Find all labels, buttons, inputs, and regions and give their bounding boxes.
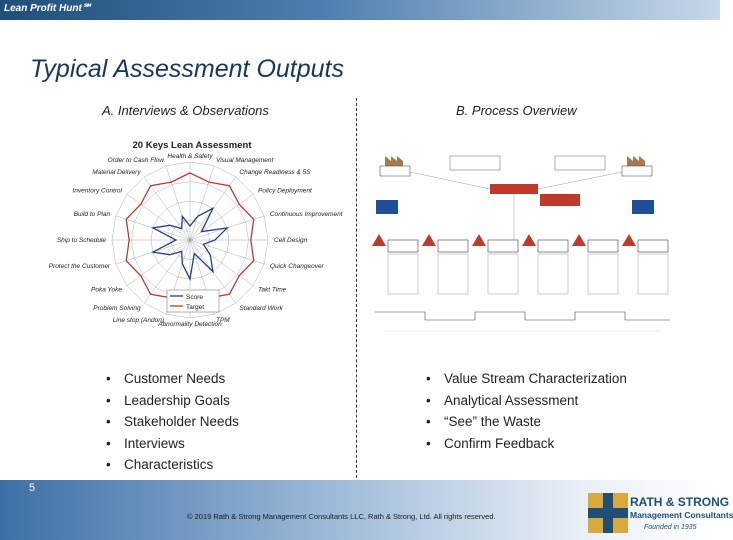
radar-axis-label: Problem Solving — [93, 305, 141, 312]
radar-axis-label: Inventory Control — [72, 187, 122, 195]
left-bullet-item: • Characteristics — [104, 454, 239, 476]
radar-legend — [167, 290, 219, 312]
radar-spoke — [190, 166, 214, 240]
legend-score: Score — [186, 294, 203, 301]
radar-spoke — [127, 194, 190, 240]
radar-axis-label: Ship to Schedule — [56, 237, 106, 244]
radar-axis-label: Cell Design — [274, 237, 308, 244]
logo-cross-icon — [588, 493, 628, 533]
radar-axis-label: Visual Management — [216, 157, 274, 165]
logo-subtitle: Management Consultants — [630, 510, 733, 520]
lean-assessment-radar-chart — [48, 130, 343, 350]
radar-spoke — [166, 166, 190, 240]
radar-axis-label: Change Readiness & 5S — [239, 169, 311, 176]
radar-axis-label: Standard Work — [239, 305, 283, 312]
page-number: 5 — [29, 482, 36, 494]
radar-axis-label: Poka Yoke — [91, 286, 122, 294]
radar-spoke — [144, 177, 190, 240]
right-bullet-item: • “See” the Waste — [424, 411, 627, 433]
value-stream-map-image — [370, 150, 675, 335]
company-logo — [588, 492, 733, 536]
radar-axis-label: Policy Deployment — [258, 187, 312, 195]
radar-axis-label: Continuous Improvement — [269, 211, 343, 218]
copyright-notice: © 2019 Rath & Strong Management Consultants LLC, Rath & Strong, Ltd. All rights reserved. — [187, 512, 496, 521]
right-bullet-item: • Analytical Assessment — [424, 390, 627, 412]
radar-axis-label: Takt Time — [258, 286, 287, 294]
radar-axis-label: Material Delivery — [92, 169, 141, 176]
radar-title: 20 Keys Lean Assessment — [132, 140, 252, 151]
radar-axis-label: Order to Cash Flow — [107, 157, 164, 165]
radar-axis-label: Quick Changeover — [269, 263, 324, 270]
left-bullet-item: • Stakeholder Needs — [104, 411, 239, 433]
radar-axis-label: Build to Plan — [73, 211, 111, 218]
left-bullet-list — [104, 368, 239, 476]
left-bullet-item: • Interviews — [104, 433, 239, 455]
slide-title: Typical Assessment Outputs — [30, 55, 345, 83]
right-bullet-list — [424, 368, 627, 454]
logo-name: RATH & STRONG — [630, 495, 730, 509]
radar-spoke — [190, 240, 253, 286]
legend-target: Target — [186, 304, 205, 311]
right-heading: B. Process Overview — [456, 103, 577, 118]
radar-axis-label: Abnormality Detection — [158, 321, 222, 328]
logo-founded: Founded in 1935 — [644, 524, 697, 531]
radar-spoke — [127, 240, 190, 286]
radar-axis-label: Health & Safety — [167, 153, 213, 160]
right-bullet-item: • Confirm Feedback — [424, 433, 627, 455]
left-bullet-item: • Customer Needs — [104, 368, 239, 390]
radar-axis-label: Protect the Customer — [48, 263, 111, 270]
column-divider — [356, 98, 357, 493]
right-bullet-item: • Value Stream Characterization — [424, 368, 627, 390]
brand-label: Lean Profit Hunt℠ — [4, 3, 92, 14]
radar-axis-label: Line stop (Andon) — [112, 316, 164, 324]
radar-axis-label: TPM — [216, 316, 230, 324]
header-bar — [0, 0, 720, 20]
left-bullet-item: • Leadership Goals — [104, 390, 239, 412]
left-heading: A. Interviews & Observations — [102, 103, 269, 118]
